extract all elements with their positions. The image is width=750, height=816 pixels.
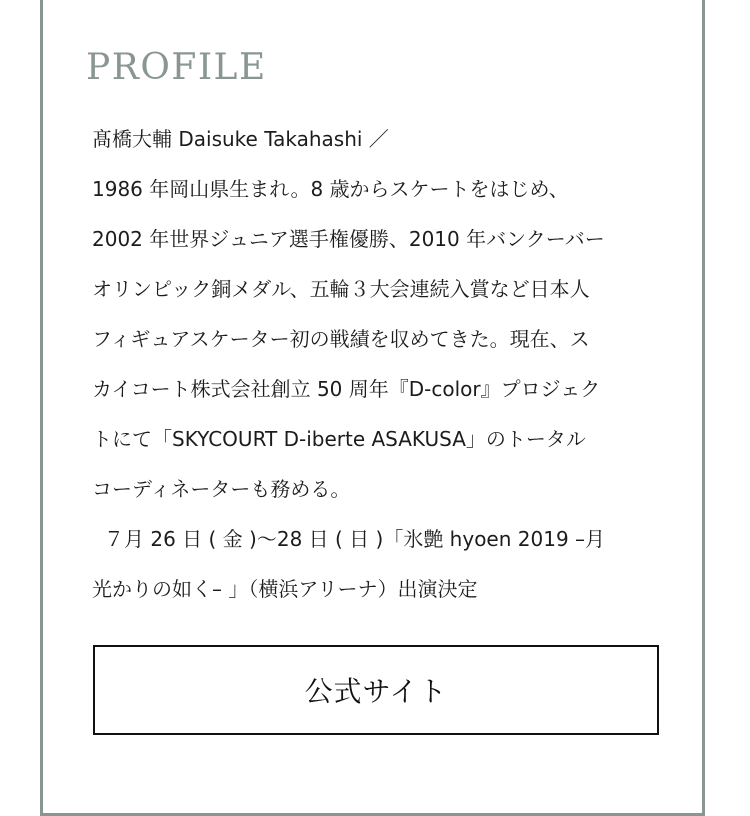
profile-line: カイコート株式会社創立 50 周年『D-color』プロジェク — [92, 377, 601, 401]
profile-heading: PROFILE — [86, 47, 267, 88]
profile-line-name: 髙橋大輔 Daisuke Takahashi ／ — [92, 127, 389, 151]
profile-line: トにて「SKYCOURT D-iberte ASAKUSA」のトータル — [92, 427, 586, 451]
profile-line: オリンピック銅メダル、五輪３大会連続入賞など日本人 — [92, 277, 590, 301]
profile-text — [92, 114, 672, 614]
profile-line: 2002 年世界ジュニア選手権優勝、2010 年バンクーバー — [92, 227, 605, 251]
profile-line: コーディネーターも務める。 — [92, 477, 351, 501]
profile-line: フィギュアスケーター初の戦績を収めてきた。現在、ス — [92, 327, 590, 351]
event-announcement-line: 光かりの如く– 」（横浜アリーナ）出演決定 — [92, 577, 478, 601]
event-announcement-line: ７月 26 日 ( 金 )〜28 日 ( 日 )「氷艶 hyoen 2019 –月 — [104, 527, 606, 551]
official-site-button[interactable] — [93, 645, 659, 735]
profile-line: 1986 年岡山県生まれ。8 歳からスケートをはじめ、 — [92, 177, 569, 201]
official-site-button-label: 公式サイト — [304, 675, 448, 708]
